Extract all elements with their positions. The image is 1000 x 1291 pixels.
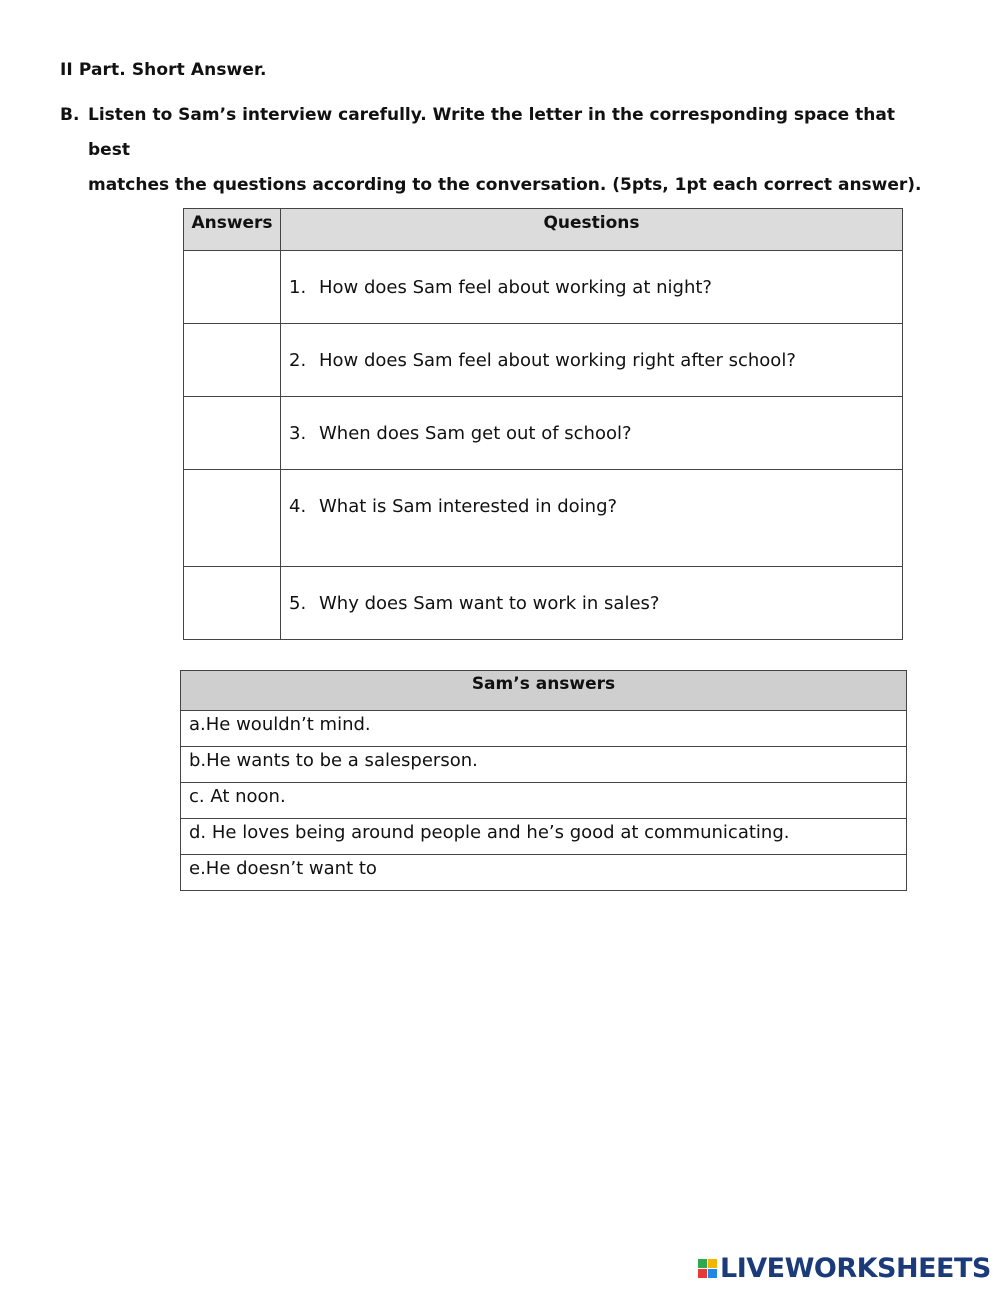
question-number: 3. <box>289 422 307 444</box>
logo-text: LIVEWORKSHEETS <box>720 1253 991 1284</box>
instructions <box>60 98 940 203</box>
answer-option-row <box>181 855 907 891</box>
sams-answers-table <box>180 670 907 891</box>
question-row <box>184 470 903 567</box>
question-number: 4. <box>289 496 307 517</box>
answer-option-a: a.He wouldn’t mind. <box>181 711 907 747</box>
questions-column-header: Questions <box>281 209 903 251</box>
question-5 <box>281 567 903 640</box>
question-text: How does Sam feel about working at night? <box>319 276 712 298</box>
question-number: 1. <box>289 276 307 298</box>
question-3 <box>281 397 903 470</box>
answer-option-row <box>181 819 907 855</box>
answer-option-d: d. He loves being around people and he’s good at communicating. <box>181 819 907 855</box>
question-text: What is Sam interested in doing? <box>319 496 618 517</box>
question-row <box>184 251 903 324</box>
questions-table <box>183 208 903 640</box>
answer-blank-5[interactable] <box>184 567 281 640</box>
sams-answers-header: Sam’s answers <box>181 671 907 711</box>
sams-answers-header-row <box>181 671 907 711</box>
answer-option-c: c. At noon. <box>181 783 907 819</box>
question-row <box>184 324 903 397</box>
questions-header-row <box>184 209 903 251</box>
answer-option-b: b.He wants to be a salesperson. <box>181 747 907 783</box>
liveworksheets-logo <box>698 1253 991 1284</box>
question-text: Why does Sam want to work in sales? <box>319 592 660 614</box>
part-title: II Part. Short Answer. <box>60 60 267 80</box>
question-4 <box>281 470 903 567</box>
question-row <box>184 397 903 470</box>
question-1 <box>281 251 903 324</box>
answer-blank-2[interactable] <box>184 324 281 397</box>
question-2 <box>281 324 903 397</box>
answers-column-header: Answers <box>184 209 281 251</box>
question-number: 5. <box>289 592 307 614</box>
logo-icon <box>698 1259 717 1278</box>
instruction-letter: B. <box>60 105 80 125</box>
answer-option-row <box>181 711 907 747</box>
answer-option-e: e.He doesn’t want to <box>181 855 907 891</box>
question-number: 2. <box>289 349 307 371</box>
question-text: When does Sam get out of school? <box>319 422 632 444</box>
answer-blank-4[interactable] <box>184 470 281 567</box>
answer-option-row <box>181 747 907 783</box>
answer-blank-3[interactable] <box>184 397 281 470</box>
question-text: How does Sam feel about working right after school? <box>319 349 796 371</box>
instruction-line-1: Listen to Sam’s interview carefully. Write the letter in the corresponding space that best <box>88 105 895 160</box>
question-row <box>184 567 903 640</box>
answer-blank-1[interactable] <box>184 251 281 324</box>
instruction-line-2: matches the questions according to the conversation. (5pts, 1pt each correct answer). <box>88 175 922 195</box>
answer-option-row <box>181 783 907 819</box>
